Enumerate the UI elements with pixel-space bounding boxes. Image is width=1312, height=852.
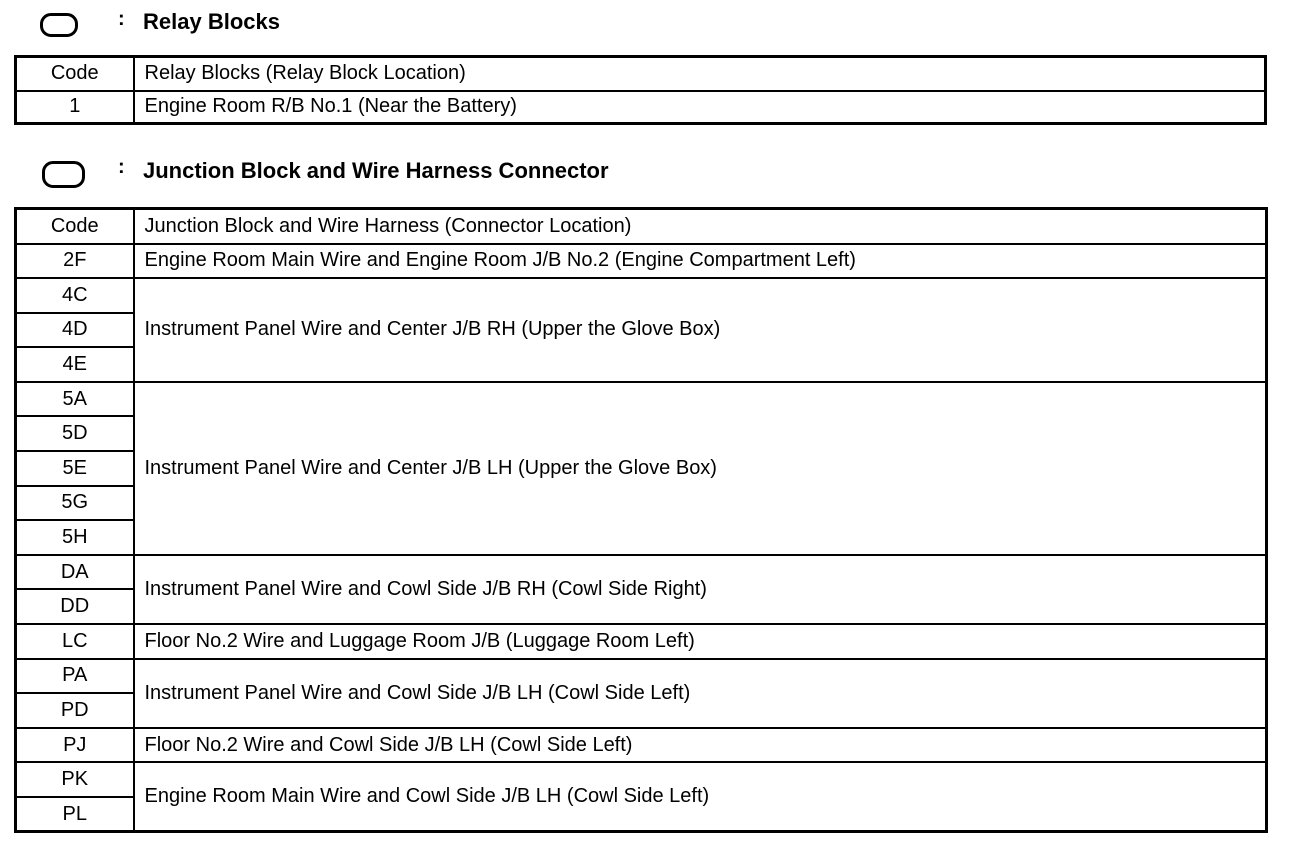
- relay-blocks-table: [14, 55, 1267, 125]
- junction-block-heading-row: [0, 154, 1312, 190]
- connector-code-cell: PK: [16, 762, 134, 797]
- connector-code-cell: PJ: [16, 728, 134, 763]
- table-row: [16, 659, 1267, 694]
- connector-code-cell: 5H: [16, 520, 134, 555]
- connector-location-cell: Instrument Panel Wire and Cowl Side J/B RH (Cowl Side Right): [134, 555, 1267, 624]
- connector-code-cell: 2F: [16, 244, 134, 279]
- connector-code-cell: 5E: [16, 451, 134, 486]
- connector-code-cell: 4C: [16, 278, 134, 313]
- table-row: [16, 762, 1267, 797]
- table-row: [16, 91, 1266, 124]
- connector-location-cell: Floor No.2 Wire and Cowl Side J/B LH (Cowl Side Left): [134, 728, 1267, 763]
- rounded-rect-symbol-icon: [42, 161, 85, 188]
- connector-code-cell: 5D: [16, 416, 134, 451]
- junction-block-table: [14, 207, 1268, 833]
- connector-code-cell: LC: [16, 624, 134, 659]
- table-row: [16, 382, 1267, 417]
- connector-location-cell: Engine Room Main Wire and Cowl Side J/B LH (Cowl Side Left): [134, 762, 1267, 831]
- connector-code-cell: PL: [16, 797, 134, 832]
- connector-location-cell: Instrument Panel Wire and Center J/B RH (Upper the Glove Box): [134, 278, 1267, 382]
- connector-code-cell: PA: [16, 659, 134, 694]
- table-row: [16, 244, 1267, 279]
- connector-location-cell: Floor No.2 Wire and Luggage Room J/B (Luggage Room Left): [134, 624, 1267, 659]
- heading-colon: :: [118, 8, 125, 30]
- junction-block-title: Junction Block and Wire Harness Connector: [143, 158, 609, 183]
- relay-code-cell: 1: [16, 91, 134, 124]
- connector-location-cell: Engine Room Main Wire and Engine Room J/B No.2 (Engine Compartment Left): [134, 244, 1267, 279]
- connector-code-cell: 4E: [16, 347, 134, 382]
- connector-code-cell: 4D: [16, 313, 134, 348]
- rounded-rect-symbol-icon: [40, 13, 78, 37]
- table-header-row: [16, 209, 1267, 244]
- connector-code-cell: DD: [16, 589, 134, 624]
- connector-code-cell: 5A: [16, 382, 134, 417]
- connector-location-cell: Instrument Panel Wire and Center J/B LH (Upper the Glove Box): [134, 382, 1267, 555]
- connector-location-cell: Instrument Panel Wire and Cowl Side J/B LH (Cowl Side Left): [134, 659, 1267, 728]
- table-row: [16, 728, 1267, 763]
- table-row: [16, 624, 1267, 659]
- relay-blocks-title: Relay Blocks: [143, 9, 280, 34]
- connector-code-cell: DA: [16, 555, 134, 590]
- connector-code-cell: PD: [16, 693, 134, 728]
- table-row: [16, 555, 1267, 590]
- table-header-row: [16, 57, 1266, 91]
- relay-blocks-heading-row: [0, 6, 1312, 42]
- code-header: Code: [16, 209, 134, 244]
- connector-code-cell: 5G: [16, 486, 134, 521]
- relay-location-cell: Engine Room R/B No.1 (Near the Battery): [134, 91, 1266, 124]
- location-header: Relay Blocks (Relay Block Location): [134, 57, 1266, 91]
- code-header: Code: [16, 57, 134, 91]
- heading-colon: :: [118, 156, 125, 178]
- location-header: Junction Block and Wire Harness (Connector Location): [134, 209, 1267, 244]
- table-row: [16, 278, 1267, 313]
